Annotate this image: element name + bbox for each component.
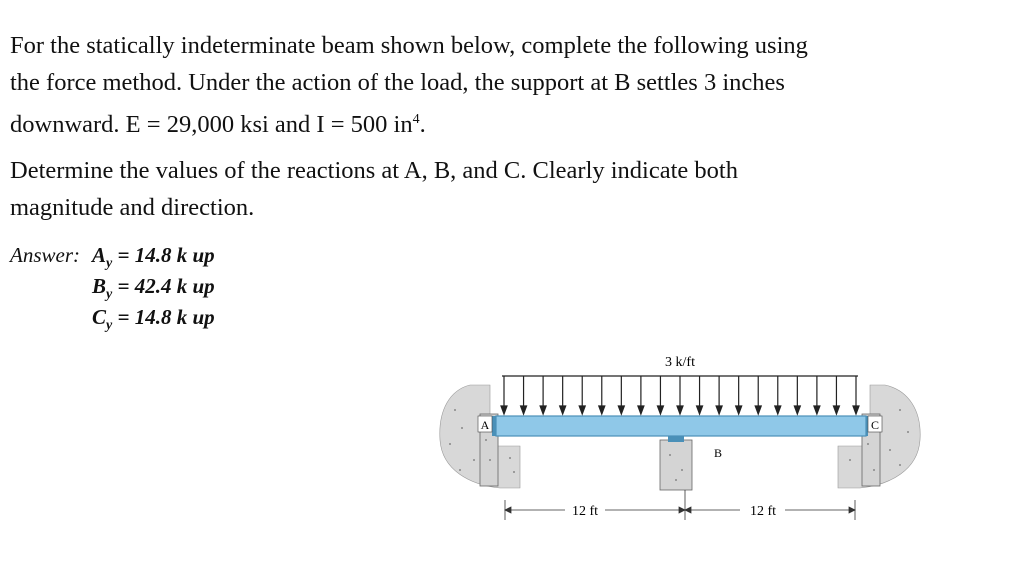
answer-cy-var: C [92, 305, 107, 329]
load-arrowhead [638, 406, 644, 414]
problem-statement [10, 27, 1010, 143]
support-b-label: B [713, 446, 723, 460]
load-arrowhead [657, 406, 663, 414]
problem-line-3 [10, 101, 1010, 143]
load-arrowhead [560, 406, 566, 414]
answer-ay-var: A [92, 243, 107, 267]
answer-label: Answer: [10, 243, 80, 267]
load-arrowhead [716, 406, 722, 414]
problem-question [10, 152, 1010, 226]
load-arrowhead [599, 406, 605, 414]
support-c-label: C [870, 418, 880, 432]
beam [496, 416, 866, 436]
problem-line-3-exponent: 4 [412, 112, 420, 127]
support-a-label: A [480, 418, 490, 432]
problem-line-1: For the statically indeterminate beam shown below, complete the following using [10, 32, 808, 59]
support-b-block [660, 440, 692, 490]
problem-line-2: the force method. Under the action of the load, the support at B settles 3 inches [10, 69, 785, 96]
load-arrowhead [794, 406, 800, 414]
answer-ay-sub: y [106, 256, 113, 272]
load-arrowhead [501, 406, 507, 414]
load-arrowhead [618, 406, 624, 414]
load-arrowhead [697, 406, 703, 414]
question-line-2: magnitude and direction. [10, 194, 255, 221]
load-label: 3 k/ft [665, 355, 695, 370]
load-arrowhead [814, 406, 820, 414]
answer-cy-value: = 14.8 k up [117, 305, 215, 329]
load-arrowhead [579, 406, 585, 414]
dimension-lines [505, 490, 855, 520]
problem-line-3-period: . [419, 111, 426, 139]
distributed-load [501, 376, 859, 414]
answer-by-value: = 42.4 k up [117, 274, 215, 298]
load-arrowhead [677, 406, 683, 414]
span-2-label: 12 ft [749, 504, 777, 519]
span-1-label: 12 ft [571, 504, 599, 519]
answer-cy-sub: y [106, 318, 113, 334]
beam-diagram [430, 340, 930, 530]
answer-cy [92, 302, 215, 341]
answer-by-var: B [92, 274, 107, 298]
load-arrowhead [853, 406, 859, 414]
load-arrowhead [755, 406, 761, 414]
answer-by-sub: y [106, 287, 113, 303]
load-arrowhead [775, 406, 781, 414]
load-arrowhead [736, 406, 742, 414]
answer-ay-value: = 14.8 k up [117, 243, 215, 267]
support-b-plate [668, 436, 684, 442]
load-arrowhead [833, 406, 839, 414]
question-line-1: Determine the values of the reactions at A, B, and C. Clearly indicate both [10, 157, 738, 184]
problem-line-3-text: downward. E = 29,000 ksi and I = 500 in [10, 111, 413, 139]
load-arrowhead [521, 406, 527, 414]
load-arrowhead [540, 406, 546, 414]
